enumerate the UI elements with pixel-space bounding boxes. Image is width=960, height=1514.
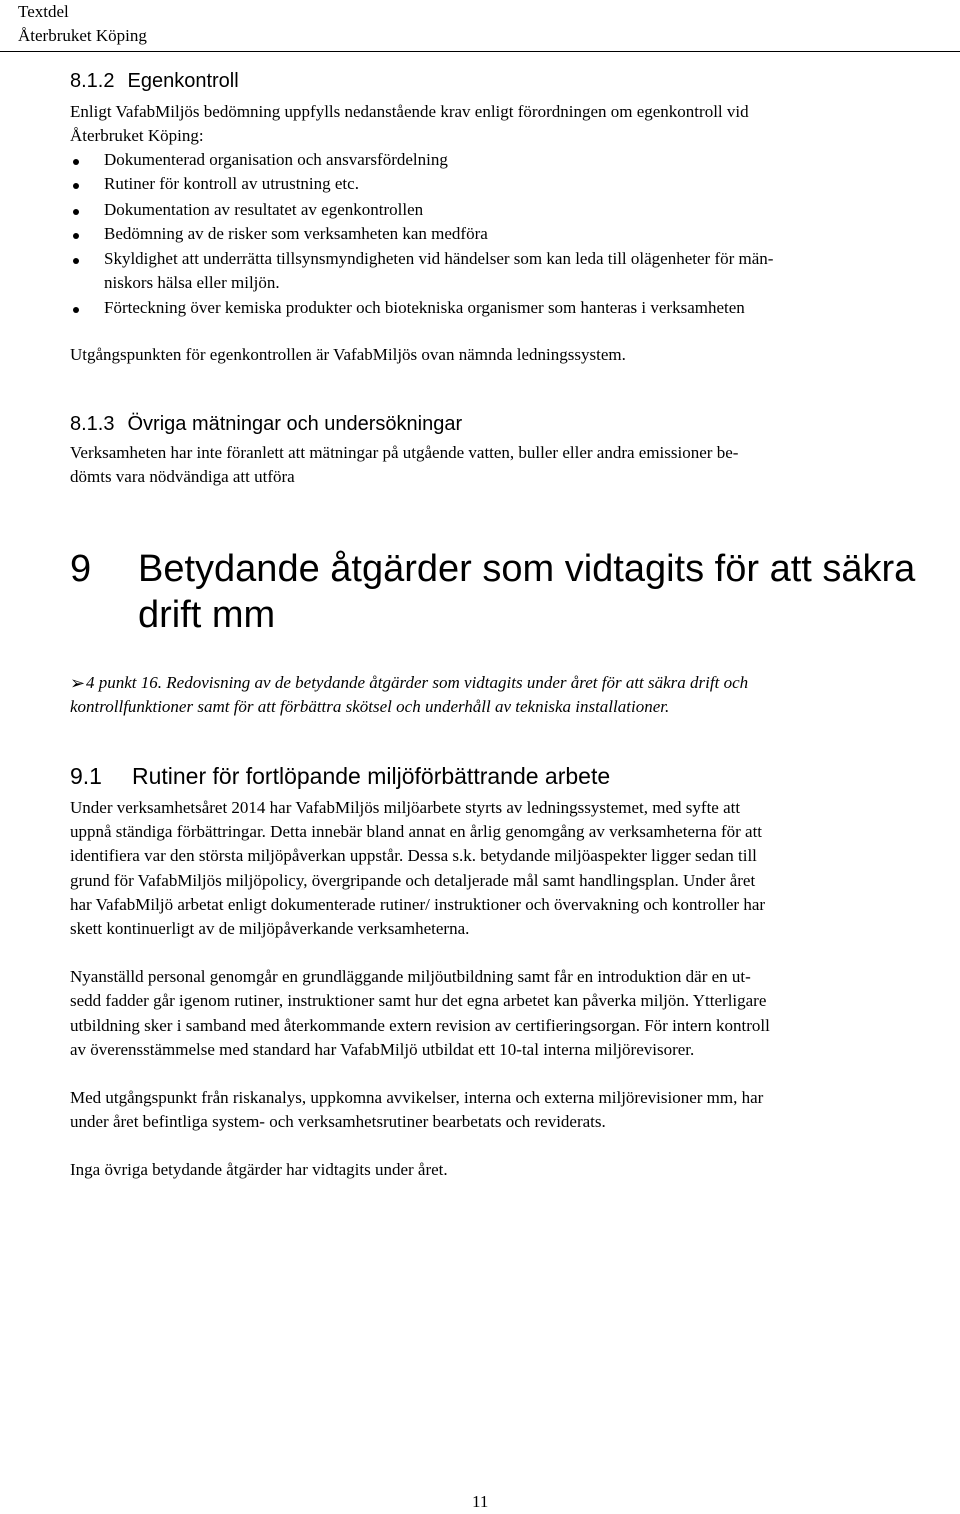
chapter-title: Betydande åtgärder som vidtagits för att säkra [138,548,916,590]
reference-line: kontrollfunktioner samt för att förbättra skötsel och underhåll av tekniska installationer. [70,697,670,716]
paragraph-line: identifiera var den största miljöpåverkan uppstår. Dessa s.k. betydande miljöaspekter ligger sedan till [70,846,757,865]
paragraph-line: grund för VafabMiljös miljöpolicy, övergripande och detaljerade mål samt handlingsplan. Under året [70,871,756,890]
section-title: Egenkontroll [127,70,239,92]
paragraph-line: uppnå ständiga förbättringar. Detta innebär bland annat en årlig genomgång av verksamheterna för att [70,822,763,841]
paragraph-line: Utgångspunkten för egenkontrollen är VafabMiljös ovan nämnda ledningssystem. [70,345,626,364]
bullet-dot [73,209,79,215]
section-number: 8.1.3 [70,413,115,435]
list-item: Skyldighet att underrätta tillsynsmyndigheten vid händelser som kan leda till olägenheter för män- [104,249,774,268]
bullet-dot [73,159,79,165]
header-divider [0,51,960,52]
paragraph-line: Under verksamhetsåret 2014 har VafabMiljös miljöarbete styrts av ledningssystemet, med syfte att [70,798,741,817]
reference-line: 4 punkt 16. Redovisning av de betydande åtgärder som vidtagits under året för att säkra drift och [86,673,749,692]
arrow-bullet-icon: ➢ [70,673,86,693]
section-number: 8.1.2 [70,70,115,92]
paragraph-line: Inga övriga betydande åtgärder har vidtagits under året. [70,1160,448,1179]
paragraph-line: skett kontinuerligt av de miljöpåverkande verksamheterna. [70,919,470,938]
list-item: Rutiner för kontroll av utrustning etc. [104,174,359,193]
header-subtitle: Återbruket Köping [18,26,147,45]
bullet-dot [73,183,79,189]
list-item: Dokumentation av resultatet av egenkontrollen [104,200,424,219]
paragraph-line: Med utgångspunkt från riskanalys, uppkomna avvikelser, interna och externa miljörevisioner mm, har [70,1088,764,1107]
section-9-1-heading [70,761,610,791]
chapter-title-continuation: drift mm [138,594,276,636]
list-item: Dokumenterad organisation och ansvarsfördelning [104,150,448,169]
list-item-continuation: niskors hälsa eller miljön. [104,273,280,292]
paragraph-line: har VafabMiljö arbetat enligt dokumenterade rutiner/ instruktioner och övervakning och kontroller har [70,895,766,914]
paragraph-line: Nyanställd personal genomgår en grundläggande miljöutbildning samt får en introduktion där en ut- [70,967,751,986]
section-title: Övriga mätningar och undersökningar [127,413,463,435]
section-title: Rutiner för fortlöpande miljöförbättrande arbete [131,763,611,789]
paragraph-line: Enligt VafabMiljös bedömning uppfylls nedanstående krav enligt förordningen om egenkontroll vid [70,102,749,121]
header-title: Textdel [18,2,69,21]
page-number: 11 [472,1492,489,1511]
section-number: 9.1 [70,763,102,789]
list-item: Förteckning över kemiska produkter och biotekniska organismer som hanteras i verksamheten [104,298,745,317]
list-item: Bedömning av de risker som verksamheten kan medföra [104,224,488,243]
paragraph-line: Återbruket Köping: [70,126,204,145]
paragraph-line: Verksamheten har inte föranlett att mätningar på utgående vatten, buller eller andra emissioner be- [70,443,739,462]
bullet-dot [73,307,79,313]
section-8-1-2-heading [70,68,239,94]
chapter-number: 9 [70,548,92,590]
section-8-1-3-heading [70,411,462,437]
paragraph-line: utbildning sker i samband med återkommande extern revision av certifieringsorgan. För intern kontroll [70,1016,770,1035]
paragraph-line: sedd fadder går igenom rutiner, instruktioner samt hur det egna arbetet kan påverka miljön. Ytterligare [70,991,767,1010]
paragraph-line: dömts vara nödvändiga att utföra [70,467,295,486]
paragraph-line: av överensstämmelse med standard har VafabMiljö utbildat ett 10-tal interna miljörevisorer. [70,1040,695,1059]
bullet-dot [73,258,79,264]
paragraph-line: under året befintliga system- och verksamhetsrutiner bearbetats och reviderats. [70,1112,606,1131]
bullet-dot [73,233,79,239]
